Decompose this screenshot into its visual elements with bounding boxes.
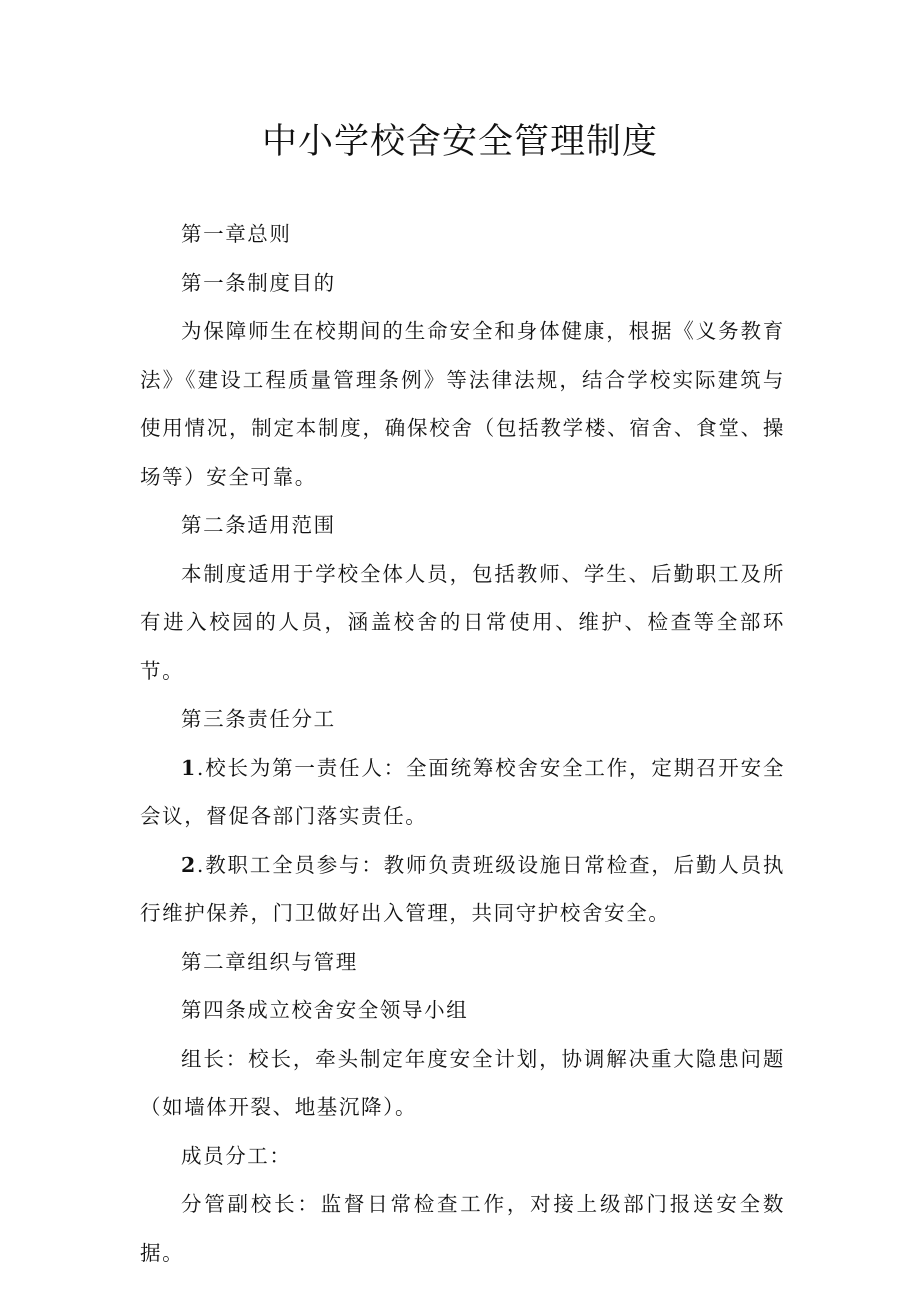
item-number: 1 bbox=[181, 755, 197, 780]
item-text: .校长为第一责任人：全面统筹校舍安全工作，定期召开安全会议，督促各部门落实责任。 bbox=[140, 755, 785, 828]
paragraph: 为保障师生在校期间的生命安全和身体健康，根据《义务教育法》《建设工程质量管理条例》等法律法规，结合学校实际建筑与使用情况，制定本制度，确保校舍（包括教学楼、宿舍、食堂、操场等）安全可靠。 bbox=[140, 319, 785, 489]
document-body bbox=[140, 210, 785, 1277]
article-heading: 第二条适用范围 bbox=[181, 513, 336, 537]
chapter-heading: 第一章总则 bbox=[181, 222, 292, 246]
article-heading: 第一条制度目的 bbox=[181, 270, 336, 295]
paragraph: 分管副校长：监督日常检查工作，对接上级部门报送安全数据。 bbox=[140, 1192, 785, 1265]
paragraph: 成员分工： bbox=[181, 1143, 292, 1168]
article-heading: 第三条责任分工 bbox=[181, 707, 336, 731]
paragraph: 组长：校长，牵头制定年度安全计划，协调解决重大隐患问题（如墙体开裂、地基沉降）。 bbox=[140, 1046, 785, 1119]
numbered-item bbox=[140, 841, 785, 938]
item-text: .教职工全员参与：教师负责班级设施日常检查，后勤人员执行维护保养，门卫做好出入管理，共同守护校舍安全。 bbox=[140, 852, 785, 925]
numbered-item bbox=[140, 744, 785, 841]
chapter-heading: 第二章组织与管理 bbox=[181, 949, 358, 974]
document-title: 中小学校舍安全管理制度 bbox=[261, 122, 658, 162]
paragraph: 本制度适用于学校全体人员，包括教师、学生、后勤职工及所有进入校园的人员，涵盖校舍的日常使用、维护、检查等全部环节。 bbox=[140, 561, 785, 683]
item-number: 2 bbox=[181, 852, 197, 877]
article-heading: 第四条成立校舍安全领导小组 bbox=[181, 998, 469, 1022]
